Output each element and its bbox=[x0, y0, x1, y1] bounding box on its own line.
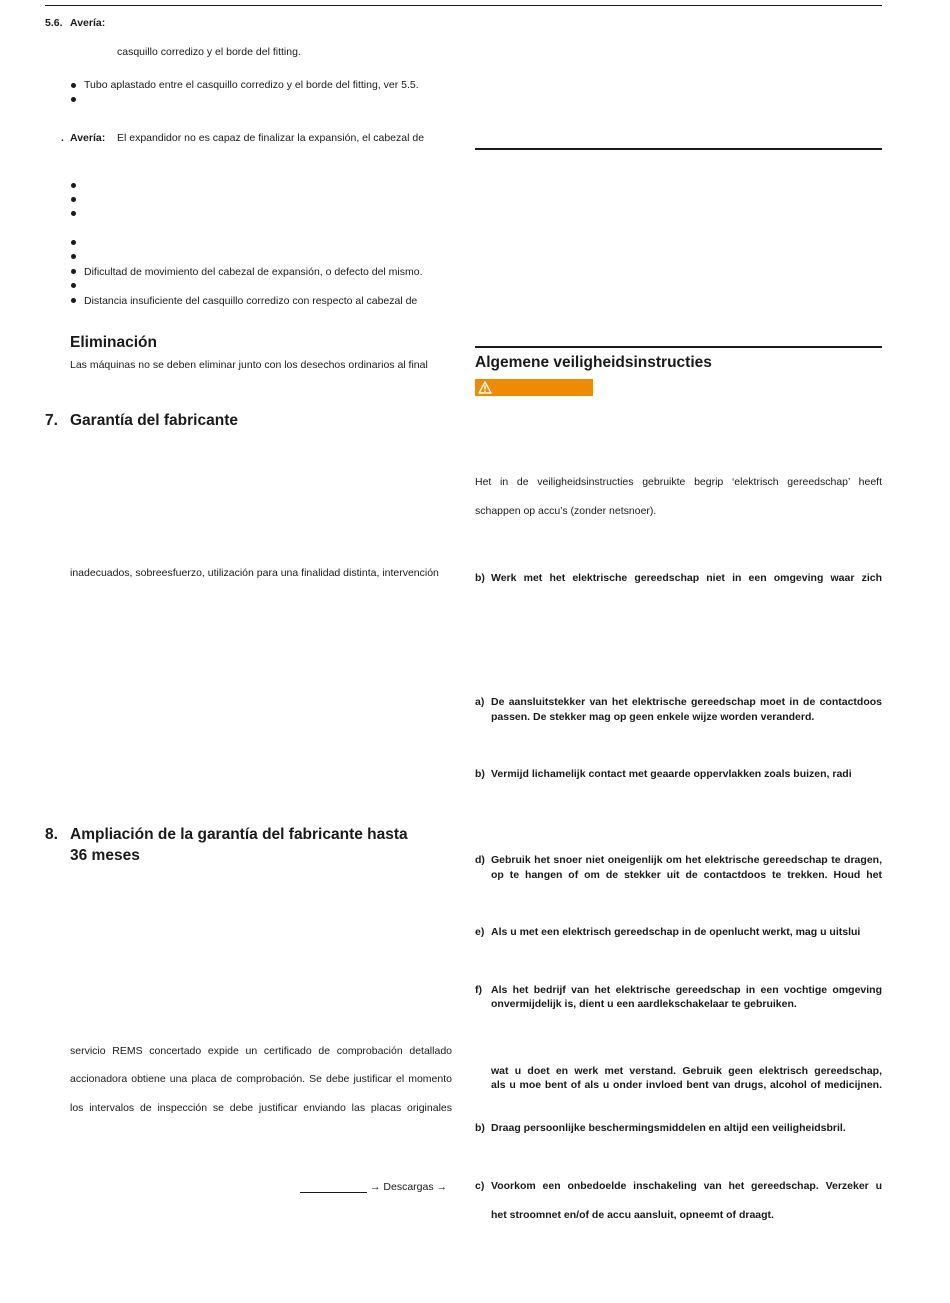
section-8-title-line1: Ampliación de la garantía del fabricante hasta bbox=[70, 826, 408, 843]
section-5-6-number: 5.6. bbox=[45, 17, 63, 29]
elimination-text: Las máquinas no se deben eliminar junto con los desechos ordinarios al final bbox=[70, 359, 428, 371]
section-5-7-text: El expandidor no es capaz de finalizar la expansión, el cabezal de bbox=[117, 132, 425, 144]
bullet bbox=[71, 197, 76, 202]
item-letter: b) bbox=[475, 768, 485, 780]
section-8-line: servicio REMS concertado expide un certificado de comprobación detallado bbox=[70, 1045, 452, 1057]
item-text: Voorkom een onbedoelde inschakeling van het gereedschap. Verzeker u bbox=[491, 1180, 882, 1192]
item-text: passen. De stekker mag op geen enkele wijze worden veranderd. bbox=[491, 711, 815, 723]
bullet bbox=[71, 83, 76, 88]
section-5-6-line: casquillo corredizo y el borde del fitting. bbox=[117, 46, 301, 58]
item-letter: b) bbox=[475, 572, 485, 584]
item-text: Werk met het elektrische gereedschap niet in een omgeving waar zich bbox=[491, 572, 882, 584]
section-rule bbox=[475, 148, 882, 150]
bullet bbox=[71, 283, 76, 288]
item-letter: a) bbox=[475, 696, 485, 708]
item-text: wat u doet en werk met verstand. Gebruik geen elektrisch gereedschap, bbox=[491, 1065, 882, 1077]
elimination-heading: Eliminación bbox=[70, 334, 157, 351]
item-text: als u moe bent of als u onder invloed bent van drugs, alcohol of medicijnen. bbox=[491, 1079, 882, 1091]
section-5-7-label: Avería: bbox=[70, 132, 106, 144]
intro-line: schappen op accu’s (zonder netsnoer). bbox=[475, 505, 657, 517]
section-8-title-line2: 36 meses bbox=[70, 847, 140, 864]
section-8-number: 8. bbox=[45, 826, 58, 843]
warning-triangle-icon bbox=[478, 381, 492, 394]
section-7-title: Garantía del fabricante bbox=[70, 412, 238, 429]
item-text: Gebruik het snoer niet oneigenlijk om het elektrische gereedschap te dragen, bbox=[491, 854, 882, 866]
item-letter: e) bbox=[475, 926, 485, 938]
item-text: Als u met een elektrisch gereedschap in de openlucht werkt, mag u uitslui bbox=[491, 926, 861, 938]
top-rule bbox=[45, 5, 882, 6]
section-8-line: los intervalos de inspección se debe justificar enviando las placas originales bbox=[70, 1102, 452, 1114]
item-text: op te hangen of om de stekker uit de contactdoos te trekken. Houd het bbox=[491, 869, 882, 881]
download-link-underline[interactable] bbox=[300, 1192, 367, 1193]
download-path: → Descargas → bbox=[370, 1181, 448, 1193]
bullet bbox=[71, 298, 76, 303]
item-text: De aansluitstekker van het elektrische gereedschap moet in de contactdoos bbox=[491, 696, 882, 708]
section-7-text: inadecuados, sobreesfuerzo, utilización para una finalidad distinta, intervención bbox=[70, 567, 439, 579]
bullet bbox=[71, 183, 76, 188]
section-7-number: 7. bbox=[45, 412, 58, 429]
item-letter: c) bbox=[475, 1180, 485, 1192]
section-5-7-bullet-text: Distancia insuficiente del casquillo corredizo con respecto al cabezal de bbox=[84, 295, 418, 307]
section-rule bbox=[475, 346, 882, 348]
section-8-line: accionadora obtiene una placa de comprobación. Se debe justificar el momento bbox=[70, 1073, 452, 1085]
bullet bbox=[71, 254, 76, 259]
section-5-7-bullet-text: Dificultad de movimiento del cabezal de expansión, o defecto del mismo. bbox=[84, 266, 423, 278]
section-5-7-prefix: . bbox=[61, 132, 64, 144]
item-letter: b) bbox=[475, 1122, 485, 1134]
item-text: onvermijdelijk is, dient u een aardlekschakelaar te gebruiken. bbox=[491, 998, 797, 1010]
item-letter: f) bbox=[475, 984, 482, 996]
bullet bbox=[71, 269, 76, 274]
safety-instructions-heading: Algemene veiligheidsinstructies bbox=[475, 354, 712, 371]
section-5-6-bullet-text: Tubo aplastado entre el casquillo corredizo y el borde del fitting, ver 5.5. bbox=[84, 79, 419, 91]
item-text: Als het bedrijf van het elektrische gereedschap in een vochtige omgeving bbox=[491, 984, 882, 996]
item-text: Vermijd lichamelijk contact met geaarde oppervlakken zoals buizen, radi bbox=[491, 768, 852, 780]
item-text: Draag persoonlijke beschermingsmiddelen en altijd een veiligheidsbril. bbox=[491, 1122, 846, 1134]
bullet bbox=[71, 240, 76, 245]
bullet bbox=[71, 211, 76, 216]
bullet bbox=[71, 97, 76, 102]
section-5-6-label: Avería: bbox=[70, 17, 106, 29]
intro-line: Het in de veiligheidsinstructies gebruikte begrip ‘elektrisch gereedschap’ heeft bbox=[475, 476, 882, 488]
warning-banner bbox=[475, 379, 593, 396]
item-text: het stroomnet en/of de accu aansluit, opneemt of draagt. bbox=[491, 1209, 774, 1221]
item-letter: d) bbox=[475, 854, 485, 866]
